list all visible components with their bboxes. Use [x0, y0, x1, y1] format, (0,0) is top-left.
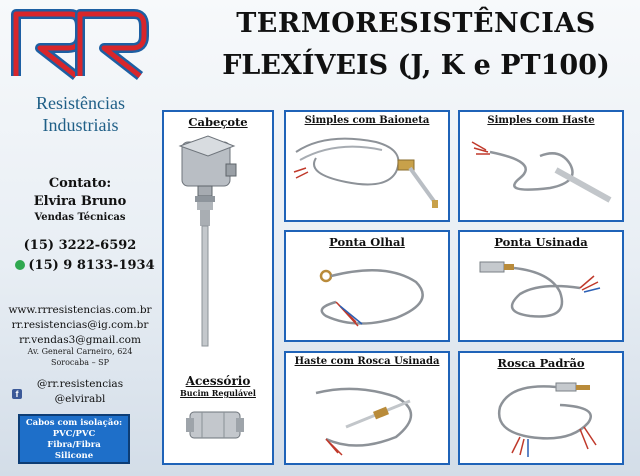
- company-line-2: Industriais: [42, 115, 119, 135]
- contact-name: Elvira Bruno: [33, 194, 127, 209]
- contact-role: Vendas Técnicas: [34, 212, 126, 223]
- address-line-2: Sorocaba – SP: [50, 358, 110, 367]
- panel-olhal-title: Ponta Olhal: [329, 235, 405, 249]
- accessory-subtitle: Bucim Regulável: [180, 388, 256, 398]
- panel-usinada-title: Ponta Usinada: [494, 235, 588, 249]
- cabos-box: [18, 414, 130, 464]
- accessory-title: Acessório: [185, 374, 251, 388]
- phone-whatsapp[interactable]: [10, 258, 160, 273]
- social-handles: [0, 377, 160, 407]
- panel-rosca-usinada-title: Haste com Rosca Usinada: [294, 356, 440, 367]
- web-contacts: [0, 303, 160, 348]
- panel-baioneta-title: Simples com Baioneta: [304, 115, 430, 126]
- haste-image: [460, 112, 622, 220]
- instagram-handle[interactable]: @rr.resistencias: [36, 378, 124, 390]
- phone-whatsapp-number: (15) 9 8133-1934: [28, 258, 155, 273]
- cabos-line-2: PVC/PVC: [52, 429, 96, 439]
- title-line-1: TERMORESISTÊNCIAS: [236, 8, 596, 39]
- panel-olhal: [284, 230, 450, 342]
- company-name: [18, 92, 143, 136]
- panel-cabecote-title: Cabeçote: [188, 115, 248, 129]
- whatsapp-icon: [15, 260, 25, 270]
- panel-baioneta: [284, 110, 450, 222]
- cabos-line-1: Cabos com isolação:: [25, 418, 123, 428]
- address-line-1: Av. General Carneiro, 624: [27, 347, 133, 356]
- rr-logo: [10, 6, 150, 86]
- cabos-line-4: Silicone: [54, 451, 94, 461]
- panel-rosca-padrao-title: Rosca Padrão: [497, 356, 585, 370]
- rosca-usinada-image: [286, 353, 448, 463]
- panel-haste-title: Simples com Haste: [487, 115, 595, 126]
- email-link-1[interactable]: rr.resistencias@ig.com.br: [11, 319, 149, 331]
- contact-heading: Contato:: [48, 176, 112, 191]
- baioneta-image: [286, 112, 448, 220]
- company-line-1: Resistências: [36, 93, 125, 113]
- cabos-line-3: Fibra/Fibra: [47, 440, 101, 450]
- title-line-2: FLEXÍVEIS (J, K e PT100): [222, 50, 610, 81]
- address: [0, 346, 160, 368]
- website-link[interactable]: www.rrresistencias.com.br: [8, 304, 152, 316]
- olhal-image: [286, 232, 448, 340]
- panel-rosca-usinada: [284, 351, 450, 465]
- rosca-padrao-image: [460, 353, 622, 463]
- phone-landline[interactable]: (15) 3222-6592: [23, 238, 137, 253]
- facebook-handle[interactable]: @elvirabl: [54, 393, 106, 405]
- panel-haste: [458, 110, 624, 222]
- usinada-image: [460, 232, 622, 340]
- cabecote-image: [164, 112, 272, 463]
- panel-usinada: [458, 230, 624, 342]
- email-link-2[interactable]: rr.vendas3@gmail.com: [19, 334, 141, 346]
- panel-rosca-padrao: [458, 351, 624, 465]
- panel-cabecote: [162, 110, 274, 465]
- facebook-icon: f: [12, 389, 22, 399]
